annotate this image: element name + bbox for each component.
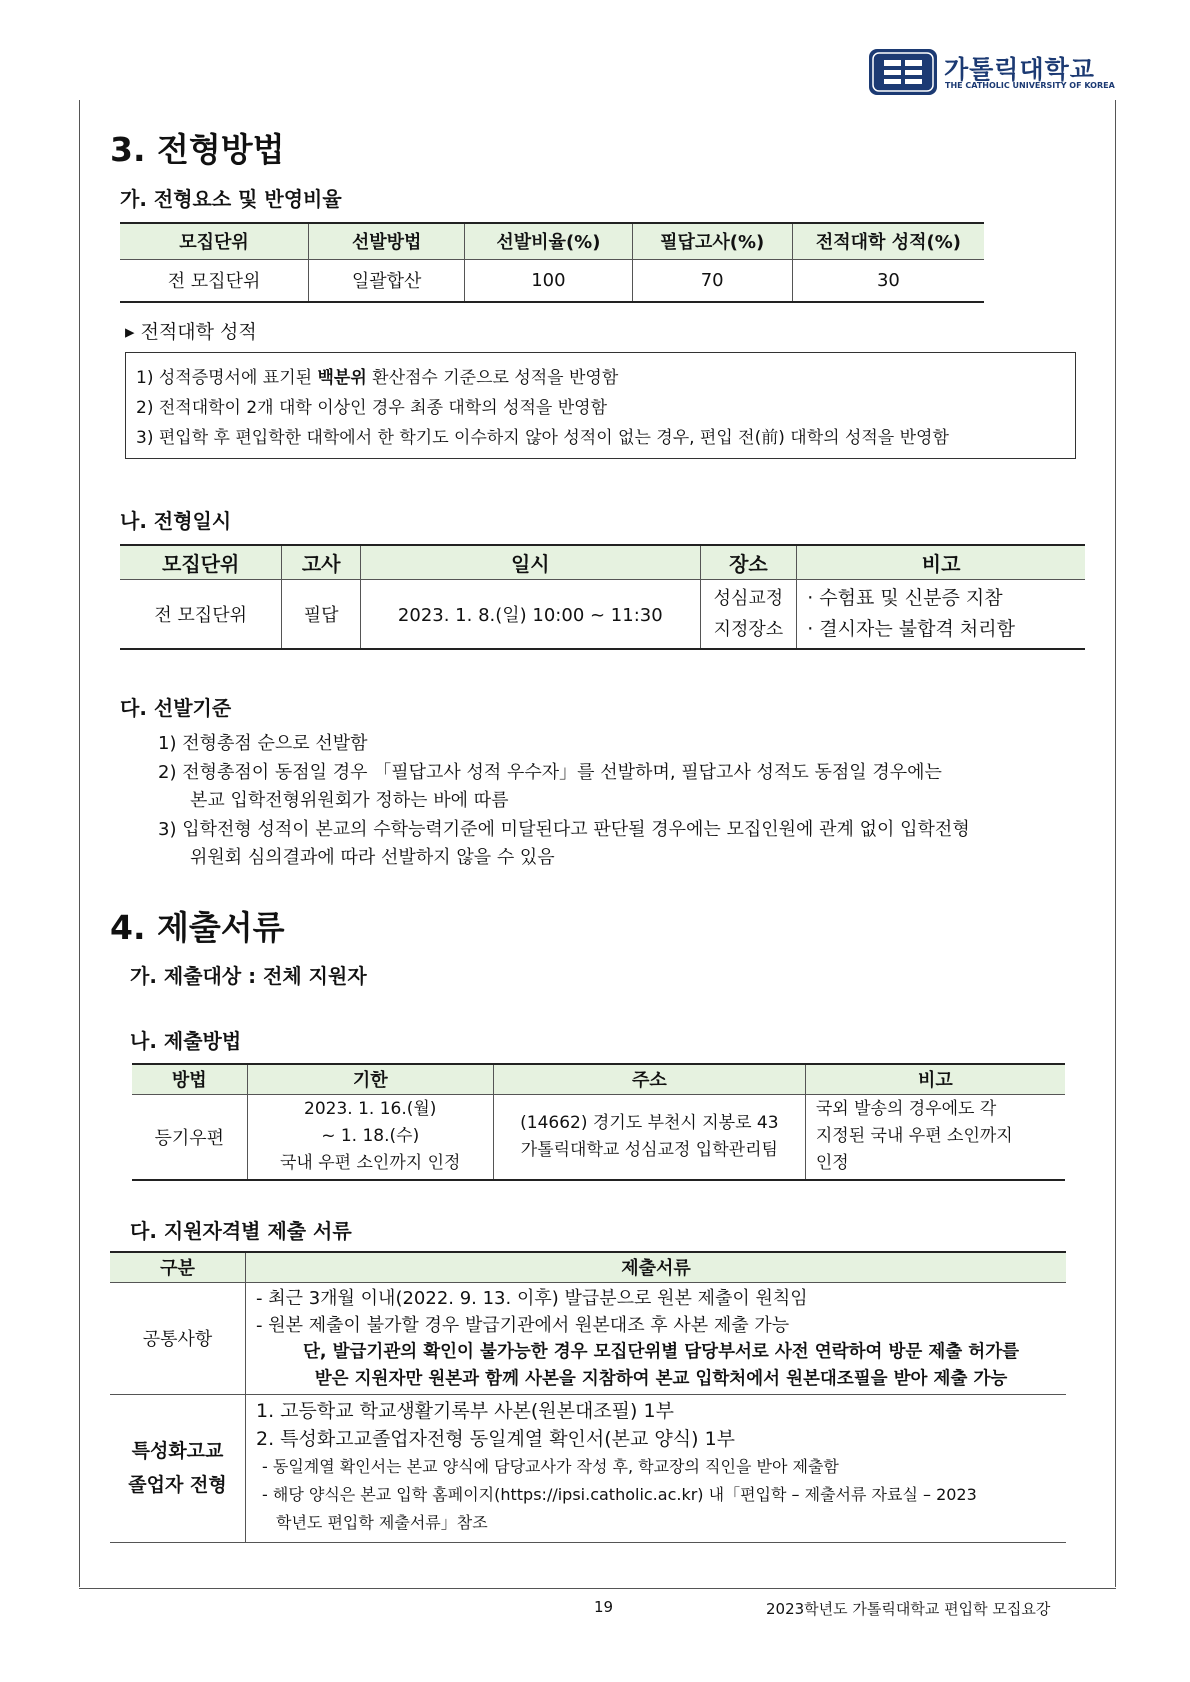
- page-number: 19: [594, 1598, 614, 1616]
- criteria-item-1: 1) 전형총점 순으로 선발함: [158, 733, 368, 754]
- col-header: 필답고사(%): [632, 223, 792, 259]
- col-header: 모집단위: [120, 223, 309, 259]
- col-header: 모집단위: [120, 545, 282, 579]
- criteria-item-3b: 위원회 심의결과에 따라 선발하지 않을 수 있음: [190, 847, 555, 868]
- col-header: 비고: [797, 545, 1085, 579]
- university-emblem-icon: [868, 48, 938, 96]
- university-logo: [868, 48, 1115, 98]
- transcript-note-2: 2) 전적대학이 2개 대학 이상인 경우 최종 대학의 성적을 반영함: [136, 398, 608, 418]
- table-cell: 필답: [282, 579, 361, 649]
- col-header: 선발방법: [309, 223, 465, 259]
- table-cell: 100: [465, 259, 632, 302]
- transcript-note-3: 3) 편입학 후 편입학한 대학에서 한 학기도 이수하지 않아 성적이 없는 경우, 편입 전(前) 대학의 성적을 반영함: [136, 428, 949, 448]
- table-cell: 일괄합산: [309, 259, 465, 302]
- row-label-special: 특성화고교 졸업자 전형: [110, 1394, 246, 1542]
- section-3-na-title: 나. 전형일시: [120, 509, 232, 533]
- criteria-item-2a: 2) 전형총점이 동점일 경우 「필답고사 성적 우수자」를 선발하며, 필답고사 성적도 동점일 경우에는: [158, 762, 942, 783]
- selection-ratio-table: [120, 222, 984, 303]
- col-header: 주소: [493, 1064, 805, 1094]
- logo-english-name: THE CATHOLIC UNIVERSITY OF KOREA: [945, 81, 1115, 90]
- exam-schedule-table: [120, 544, 1085, 650]
- special-requirements: 1. 고등학교 학교생활기록부 사본(원본대조필) 1부 2. 특성화고교졸업자전형 동일계열 확인서(본교 양식) 1부 - 동일계열 확인서는 본교 양식에 담당교사가 작성 후, 학교장의 직인을 받아 제출함 - 해당 양식은 본교 입학 홈페이지(https://ipsi.catholic.ac.kr) 내「편입학 – 제출서류 자료실 – 2023 학년도 편입학 제출서류」참조: [246, 1394, 1067, 1542]
- section-3-ga-title: 가. 전형요소 및 반영비율: [120, 187, 342, 211]
- transcript-note-box: [125, 352, 1076, 459]
- table-cell: 전 모집단위: [120, 259, 309, 302]
- col-header: 장소: [700, 545, 797, 579]
- row-label-common: 공통사항: [110, 1282, 246, 1394]
- page-bottom-rule: [79, 1588, 1116, 1589]
- section-4-title: 4. 제출서류: [110, 908, 285, 947]
- col-header: 고사: [282, 545, 361, 579]
- required-documents-table: [110, 1251, 1066, 1543]
- col-header: 비고: [805, 1064, 1065, 1094]
- table-cell: 30: [792, 259, 984, 302]
- table-cell: (14662) 경기도 부천시 지봉로 43 가톨릭대학교 성심교정 입학관리팀: [493, 1094, 805, 1180]
- transcript-note-1: 1) 성적증명서에 표기된 백분위 환산점수 기준으로 성적을 반영함: [136, 368, 619, 388]
- table-cell: 국외 발송의 경우에도 각 지정된 국내 우편 소인까지 인정: [805, 1094, 1065, 1180]
- criteria-item-3a: 3) 입학전형 성적이 본교의 수학능력기준에 미달된다고 판단될 경우에는 모집인원에 관계 없이 입학전형: [158, 819, 970, 840]
- col-header: 선발비율(%): [465, 223, 632, 259]
- col-header: 일시: [361, 545, 701, 579]
- col-header: 기한: [247, 1064, 493, 1094]
- common-requirements: - 최근 3개월 이내(2022. 9. 13. 이후) 발급분으로 원본 제출이 원칙임 - 원본 제출이 불가할 경우 발급기관에서 원본대조 후 사본 제출 가능 단, 발급기관의 확인이 불가능한 경우 모집단위별 담당부서로 사전 연락하여 방문 제출 허가를 받은 지원자만 원본과 함께 사본을 지참하여 본교 입학처에서 원본대조필을 받아 제출 가능: [246, 1282, 1067, 1394]
- table-cell: 2023. 1. 8.(일) 10:00 ~ 11:30: [361, 579, 701, 649]
- section-4-na-title: 나. 제출방법: [130, 1029, 242, 1053]
- transcript-label: ▸ 전적대학 성적: [125, 321, 257, 343]
- table-cell: 2023. 1. 16.(월) ~ 1. 18.(수) 국내 우편 소인까지 인정: [247, 1094, 493, 1180]
- submission-method-table: [132, 1063, 1065, 1181]
- col-header: 방법: [132, 1064, 247, 1094]
- table-cell: · 수험표 및 신분증 지참 · 결시자는 불합격 처리함: [797, 579, 1085, 649]
- col-header: 제출서류: [246, 1252, 1067, 1282]
- logo-korean-name: 가톨릭대학교: [944, 55, 1095, 84]
- table-cell: 등기우편: [132, 1094, 247, 1180]
- criteria-item-2b: 본교 입학전형위원회가 정하는 바에 따름: [190, 790, 509, 811]
- table-cell: 전 모집단위: [120, 579, 282, 649]
- col-header: 구분: [110, 1252, 246, 1282]
- section-3-da-title: 다. 선발기준: [120, 696, 232, 720]
- footer-title: 2023학년도 가톨릭대학교 편입학 모집요강: [766, 1600, 1051, 1618]
- table-cell: 70: [632, 259, 792, 302]
- table-cell: 성심교정 지정장소: [700, 579, 797, 649]
- section-4-da-title: 다. 지원자격별 제출 서류: [130, 1219, 352, 1243]
- col-header: 전적대학 성적(%): [792, 223, 984, 259]
- section-3-title: 3. 전형방법: [110, 130, 285, 169]
- section-4-ga-title: 가. 제출대상 : 전체 지원자: [130, 964, 367, 988]
